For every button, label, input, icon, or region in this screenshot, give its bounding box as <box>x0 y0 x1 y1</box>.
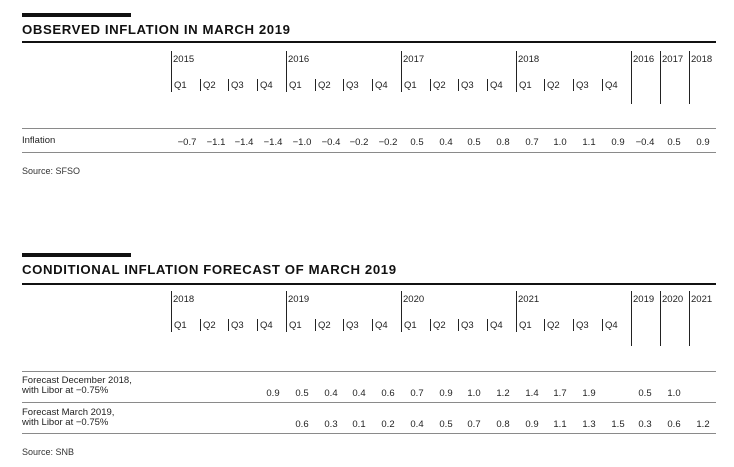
year-group-label: 2018 <box>518 54 540 65</box>
data-cell: 1.9 <box>582 388 596 399</box>
data-cell: 0.9 <box>611 137 625 148</box>
quarter-label: Q3 <box>346 80 359 91</box>
section1-title: OBSERVED INFLATION IN MARCH 2019 <box>22 22 291 37</box>
quarter-label: Q2 <box>203 320 216 331</box>
data-cell: 0.6 <box>667 419 681 430</box>
quarter-divider <box>544 79 545 91</box>
quarter-label: Q2 <box>547 320 560 331</box>
quarter-label: Q3 <box>231 80 244 91</box>
data-cell: 0.9 <box>439 388 453 399</box>
quarter-label: Q4 <box>490 320 503 331</box>
quarter-divider <box>430 79 431 91</box>
data-cell: −1.4 <box>234 137 254 148</box>
data-cell: 0.4 <box>439 137 453 148</box>
data-cell: 0.2 <box>381 419 395 430</box>
section2-title: CONDITIONAL INFLATION FORECAST OF MARCH 2019 <box>22 262 397 277</box>
data-cell: 0.5 <box>638 388 652 399</box>
annual-divider <box>631 51 632 104</box>
annual-year-label: 2018 <box>691 54 713 65</box>
row-label-line1: Forecast December 2018, <box>22 375 132 386</box>
quarter-label: Q1 <box>174 320 187 331</box>
data-cell: −1.1 <box>206 137 226 148</box>
data-cell: 1.2 <box>496 388 510 399</box>
year-group-label: 2021 <box>518 294 540 305</box>
quarter-divider <box>200 79 201 91</box>
quarter-divider <box>228 79 229 91</box>
quarter-label: Q4 <box>605 80 618 91</box>
row-label-inflation: Inflation <box>22 135 56 146</box>
data-cell: −0.2 <box>378 137 398 148</box>
data-cell: 0.4 <box>324 388 338 399</box>
quarter-divider <box>315 319 316 331</box>
quarter-divider <box>372 79 373 91</box>
section1-top-rule <box>22 41 716 43</box>
quarter-label: Q2 <box>318 320 331 331</box>
data-cell: 0.3 <box>638 419 652 430</box>
data-cell: 1.0 <box>667 388 681 399</box>
year-group-label: 2016 <box>288 54 310 65</box>
row-label-forecast-mar-2019 <box>22 408 114 428</box>
year-group-divider <box>516 51 517 92</box>
year-group-label: 2015 <box>173 54 195 65</box>
quarter-divider <box>315 79 316 91</box>
quarter-label: Q4 <box>260 80 273 91</box>
data-cell: 0.3 <box>324 419 338 430</box>
quarter-divider <box>602 319 603 331</box>
section2-source: Source: SNB <box>22 447 75 457</box>
data-cell: −0.2 <box>349 137 369 148</box>
quarter-label: Q1 <box>289 320 302 331</box>
annual-divider <box>689 51 690 104</box>
section1-accent-bar <box>22 13 131 17</box>
data-cell: 0.7 <box>467 419 481 430</box>
year-group-label: 2020 <box>403 294 425 305</box>
section2-bottom-rule <box>22 433 716 434</box>
data-cell: 0.5 <box>467 137 481 148</box>
row-label-line2: with Libor at −0.75% <box>22 417 109 428</box>
year-group-label: 2017 <box>403 54 425 65</box>
section2-accent-bar <box>22 253 131 257</box>
year-group-divider <box>171 291 172 332</box>
annual-divider <box>660 51 661 104</box>
quarter-divider <box>458 79 459 91</box>
annual-divider <box>689 291 690 346</box>
data-cell: 0.5 <box>295 388 309 399</box>
year-group-divider <box>171 51 172 92</box>
quarter-label: Q2 <box>433 320 446 331</box>
annual-year-label: 2016 <box>633 54 655 65</box>
year-group-divider <box>516 291 517 332</box>
quarter-label: Q2 <box>433 80 446 91</box>
data-cell: −1.4 <box>263 137 283 148</box>
data-cell: 1.5 <box>611 419 625 430</box>
annual-year-label: 2017 <box>662 54 684 65</box>
quarter-label: Q1 <box>289 80 302 91</box>
data-cell: 1.4 <box>525 388 539 399</box>
quarter-divider <box>257 79 258 91</box>
annual-divider <box>660 291 661 346</box>
quarter-label: Q4 <box>490 80 503 91</box>
year-group-divider <box>401 51 402 92</box>
data-cell: 1.2 <box>696 419 710 430</box>
data-cell: 1.0 <box>553 137 567 148</box>
quarter-label: Q4 <box>375 80 388 91</box>
quarter-divider <box>602 79 603 91</box>
data-cell: −0.4 <box>321 137 341 148</box>
quarter-label: Q2 <box>203 80 216 91</box>
year-group-divider <box>286 51 287 92</box>
quarter-divider <box>573 319 574 331</box>
data-cell: 1.7 <box>553 388 567 399</box>
quarter-label: Q1 <box>519 320 532 331</box>
data-cell: 0.8 <box>496 419 510 430</box>
section1-header-rule <box>22 128 716 129</box>
quarter-label: Q2 <box>547 80 560 91</box>
data-cell: 0.7 <box>410 388 424 399</box>
quarter-divider <box>200 319 201 331</box>
quarter-label: Q3 <box>461 80 474 91</box>
quarter-label: Q3 <box>461 320 474 331</box>
quarter-label: Q2 <box>318 80 331 91</box>
annual-year-label: 2019 <box>633 294 655 305</box>
quarter-divider <box>487 79 488 91</box>
quarter-divider <box>430 319 431 331</box>
data-cell: −0.7 <box>177 137 197 148</box>
quarter-label: Q3 <box>576 320 589 331</box>
annual-year-label: 2020 <box>662 294 684 305</box>
quarter-divider <box>487 319 488 331</box>
quarter-divider <box>343 79 344 91</box>
data-cell: 1.3 <box>582 419 596 430</box>
year-group-label: 2019 <box>288 294 310 305</box>
data-cell: 0.5 <box>439 419 453 430</box>
row-label-line2: with Libor at −0.75% <box>22 385 109 396</box>
quarter-label: Q1 <box>174 80 187 91</box>
quarter-divider <box>372 319 373 331</box>
annual-divider <box>631 291 632 346</box>
data-cell: 1.1 <box>582 137 596 148</box>
data-cell: −1.0 <box>292 137 312 148</box>
quarter-divider <box>343 319 344 331</box>
section2-top-rule <box>22 283 716 285</box>
data-cell: 0.4 <box>410 419 424 430</box>
year-group-label: 2018 <box>173 294 195 305</box>
quarter-label: Q3 <box>576 80 589 91</box>
data-cell: 0.6 <box>381 388 395 399</box>
quarter-label: Q4 <box>605 320 618 331</box>
section1-bottom-rule <box>22 152 716 153</box>
row-label-forecast-dec-2018 <box>22 376 132 396</box>
quarter-label: Q4 <box>260 320 273 331</box>
quarter-label: Q1 <box>519 80 532 91</box>
data-cell: 0.1 <box>352 419 366 430</box>
year-group-divider <box>401 291 402 332</box>
quarter-label: Q3 <box>346 320 359 331</box>
data-cell: 0.5 <box>667 137 681 148</box>
data-cell: 0.5 <box>410 137 424 148</box>
data-cell: −0.4 <box>635 137 655 148</box>
data-cell: 0.9 <box>266 388 280 399</box>
section2-header-rule <box>22 371 716 372</box>
quarter-divider <box>228 319 229 331</box>
data-cell: 0.9 <box>696 137 710 148</box>
quarter-divider <box>544 319 545 331</box>
data-cell: 0.9 <box>525 419 539 430</box>
quarter-label: Q1 <box>404 80 417 91</box>
data-cell: 1.0 <box>467 388 481 399</box>
data-cell: 0.6 <box>295 419 309 430</box>
quarter-divider <box>257 319 258 331</box>
quarter-label: Q4 <box>375 320 388 331</box>
row-label-line1: Forecast March 2019, <box>22 407 115 418</box>
quarter-divider <box>458 319 459 331</box>
quarter-label: Q1 <box>404 320 417 331</box>
quarter-label: Q3 <box>231 320 244 331</box>
data-cell: 0.7 <box>525 137 539 148</box>
data-cell: 0.8 <box>496 137 510 148</box>
year-group-divider <box>286 291 287 332</box>
annual-year-label: 2021 <box>691 294 713 305</box>
quarter-divider <box>573 79 574 91</box>
data-cell: 0.4 <box>352 388 366 399</box>
section2-mid-rule <box>22 402 716 403</box>
section1-source: Source: SFSO <box>22 166 81 176</box>
data-cell: 1.1 <box>553 419 567 430</box>
